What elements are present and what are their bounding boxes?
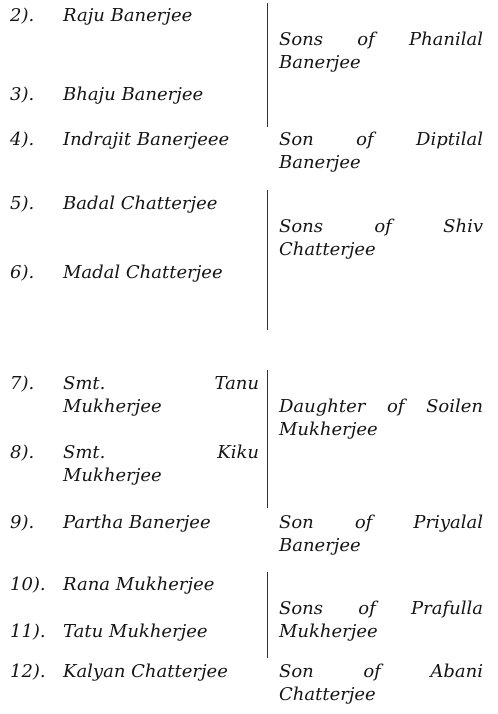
entry-number: 5).: [10, 193, 35, 214]
entry-number: 2).: [10, 5, 35, 26]
entry-name: Mukherjee: [63, 465, 162, 486]
entry-name: Smt. Tanu: [63, 373, 259, 394]
entry-name: Partha Banerjee: [63, 512, 211, 533]
entry-name: Kalyan Chatterjee: [63, 661, 228, 682]
relation-line: Banerjee: [279, 52, 361, 73]
entry-name: Badal Chatterjee: [63, 193, 218, 214]
entry-number: 7).: [10, 373, 35, 394]
relation-line: Son of Diptilal: [279, 129, 483, 150]
bracket-line: [267, 370, 268, 508]
entry-name: Madal Chatterjee: [63, 262, 223, 283]
bracket-line: [267, 190, 268, 330]
entry-number: 10).: [10, 574, 46, 595]
relation-line: Banerjee: [279, 152, 361, 173]
entry-name: Bhaju Banerjee: [63, 84, 204, 105]
relation-line: Sons of Prafulla: [279, 598, 483, 619]
bracket-line: [267, 572, 268, 658]
relation-line: Banerjee: [279, 535, 361, 556]
entry-name: Indrajit Banerjeee: [63, 129, 230, 150]
entry-name: Raju Banerjee: [63, 5, 193, 26]
bracket-line: [267, 3, 268, 127]
relation-line: Son of Abani: [279, 661, 483, 682]
entry-number: 3).: [10, 84, 35, 105]
relation-line: Sons of Phanilal: [279, 29, 483, 50]
entry-name: Rana Mukherjee: [63, 574, 215, 595]
relation-line: Mukherjee: [279, 419, 378, 440]
entry-number: 11).: [10, 621, 46, 642]
relation-line: Daughter of Soilen: [279, 396, 483, 417]
entry-name: Mukherjee: [63, 396, 162, 417]
entry-number: 12).: [10, 661, 46, 682]
relation-line: Mukherjee: [279, 621, 378, 642]
entry-number: 4).: [10, 129, 35, 150]
relation-line: Son of Priyalal: [279, 512, 483, 533]
entry-number: 8).: [10, 442, 35, 463]
entry-number: 9).: [10, 512, 35, 533]
relation-line: Sons of Shiv: [279, 216, 483, 237]
entry-name: Tatu Mukherjee: [63, 621, 208, 642]
relation-line: Chatterjee: [279, 239, 376, 260]
entry-number: 6).: [10, 262, 35, 283]
entry-name: Smt. Kiku: [63, 442, 259, 463]
relation-line: Chatterjee: [279, 684, 376, 705]
